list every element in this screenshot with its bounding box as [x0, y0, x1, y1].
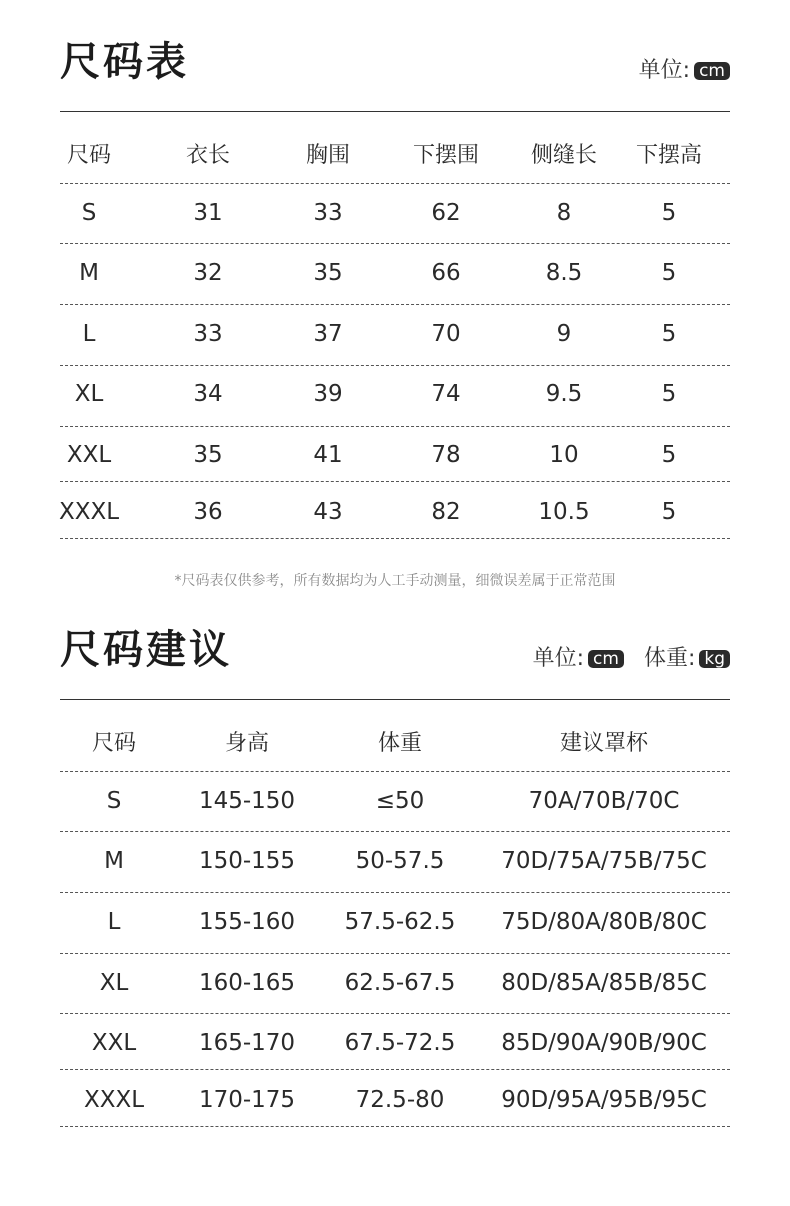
- row-divider: [60, 243, 730, 244]
- table-cell: 70: [431, 321, 461, 347]
- table-row: [60, 771, 730, 831]
- unit-badge-kg: kg: [699, 650, 730, 668]
- table-cell: 9.5: [545, 381, 583, 407]
- table-cell: 75D/80A/80B/80C: [501, 909, 707, 935]
- table-cell: 5: [661, 499, 677, 525]
- row-divider: [60, 953, 730, 954]
- table-cell: 36: [193, 499, 223, 525]
- table-cell: 5: [661, 442, 677, 468]
- unit-badge-cm: cm: [588, 650, 624, 668]
- table-cell: XXL: [91, 1030, 137, 1056]
- table-cell: L: [107, 909, 121, 935]
- table-cell: 5: [661, 260, 677, 286]
- table-cell: 50-57.5: [355, 848, 445, 874]
- size-advice-unit: [533, 648, 730, 670]
- table-cell: XXXL: [58, 499, 120, 525]
- column-header: 下摆高: [635, 142, 702, 168]
- table-cell: 39: [313, 381, 343, 407]
- table-cell: 80D/85A/85B/85C: [501, 970, 707, 996]
- row-divider: [60, 1069, 730, 1070]
- table-cell: 37: [313, 321, 343, 347]
- column-header: 衣长: [185, 142, 230, 168]
- table-cell: 67.5-72.5: [344, 1030, 456, 1056]
- table-row: [60, 1070, 730, 1130]
- row-divider: [60, 304, 730, 305]
- weight-label: 体重:: [643, 646, 696, 671]
- row-divider: [60, 426, 730, 427]
- table-cell: 35: [313, 260, 343, 286]
- size-chart-unit: [639, 60, 730, 82]
- column-header: 身高: [224, 730, 269, 756]
- unit-label: 单位:: [638, 58, 691, 83]
- column-header: 侧缝长: [530, 142, 597, 168]
- table-cell: XXL: [66, 442, 112, 468]
- row-divider: [60, 771, 730, 772]
- table-cell: 34: [193, 381, 223, 407]
- table-cell: 66: [431, 260, 461, 286]
- table-cell: 70A/70B/70C: [528, 788, 680, 814]
- table-row: [60, 304, 730, 364]
- table-cell: M: [104, 848, 124, 874]
- table-cell: 41: [313, 442, 343, 468]
- row-divider: [60, 538, 730, 539]
- column-header: 尺码: [91, 730, 136, 756]
- table-cell: XL: [99, 970, 129, 996]
- table-row: [60, 953, 730, 1013]
- table-cell: ≤50: [375, 788, 425, 814]
- table-cell: 33: [313, 200, 343, 226]
- table-header-row: [60, 711, 730, 771]
- row-divider: [60, 1126, 730, 1127]
- table-cell: 35: [193, 442, 223, 468]
- table-cell: 160-165: [198, 970, 296, 996]
- table-header-row: [60, 123, 730, 183]
- table-cell: 170-175: [198, 1087, 296, 1113]
- table-row: [60, 892, 730, 952]
- column-header: 胸围: [305, 142, 350, 168]
- table-row: [60, 482, 730, 542]
- table-cell: 82: [431, 499, 461, 525]
- table-cell: 85D/90A/90B/90C: [501, 1030, 707, 1056]
- table-cell: XXXL: [83, 1087, 145, 1113]
- table-cell: S: [81, 200, 97, 226]
- table-cell: 150-155: [198, 848, 296, 874]
- table-cell: S: [106, 788, 122, 814]
- table-cell: 10: [549, 442, 579, 468]
- table-cell: 10.5: [538, 499, 590, 525]
- table-cell: 165-170: [198, 1030, 296, 1056]
- table-cell: 5: [661, 321, 677, 347]
- table-cell: 70D/75A/75B/75C: [501, 848, 707, 874]
- table-cell: 62.5-67.5: [344, 970, 456, 996]
- table-cell: 9: [556, 321, 572, 347]
- table-cell: 5: [661, 200, 677, 226]
- column-header: 尺码: [66, 142, 111, 168]
- size-advice-title: 尺码建议: [60, 627, 232, 673]
- table-cell: 155-160: [198, 909, 296, 935]
- table-cell: L: [82, 321, 96, 347]
- table-cell: XL: [74, 381, 104, 407]
- table-row: [60, 1013, 730, 1073]
- row-divider: [60, 365, 730, 366]
- table-cell: 78: [431, 442, 461, 468]
- table-row: [60, 243, 730, 303]
- table-cell: 8: [556, 200, 572, 226]
- table-cell: 74: [431, 381, 461, 407]
- table-row: [60, 425, 730, 485]
- table-cell: 72.5-80: [355, 1087, 445, 1113]
- table-top-rule: [60, 111, 730, 112]
- table-cell: 33: [193, 321, 223, 347]
- table-cell: 32: [193, 260, 223, 286]
- row-divider: [60, 183, 730, 184]
- table-row: [60, 364, 730, 424]
- table-cell: 57.5-62.5: [344, 909, 456, 935]
- table-cell: 145-150: [198, 788, 296, 814]
- table-cell: 43: [313, 499, 343, 525]
- unit-label: 单位:: [532, 646, 585, 671]
- row-divider: [60, 892, 730, 893]
- table-cell: 31: [193, 200, 223, 226]
- size-chart-title: 尺码表: [60, 39, 189, 85]
- table-cell: 5: [661, 381, 677, 407]
- row-divider: [60, 1013, 730, 1014]
- column-header: 下摆围: [412, 142, 479, 168]
- column-header: 建议罩杯: [559, 730, 648, 756]
- table-top-rule: [60, 699, 730, 700]
- measurement-note: *尺码表仅供参考，所有数据均为人工手动测量，细微误差属于正常范围: [174, 573, 616, 589]
- row-divider: [60, 831, 730, 832]
- table-cell: M: [79, 260, 99, 286]
- table-row: [60, 831, 730, 891]
- table-row: [60, 183, 730, 243]
- table-cell: 62: [431, 200, 461, 226]
- unit-badge-cm: cm: [694, 62, 730, 80]
- table-cell: 90D/95A/95B/95C: [501, 1087, 707, 1113]
- table-cell: 8.5: [545, 260, 583, 286]
- row-divider: [60, 481, 730, 482]
- column-header: 体重: [377, 730, 422, 756]
